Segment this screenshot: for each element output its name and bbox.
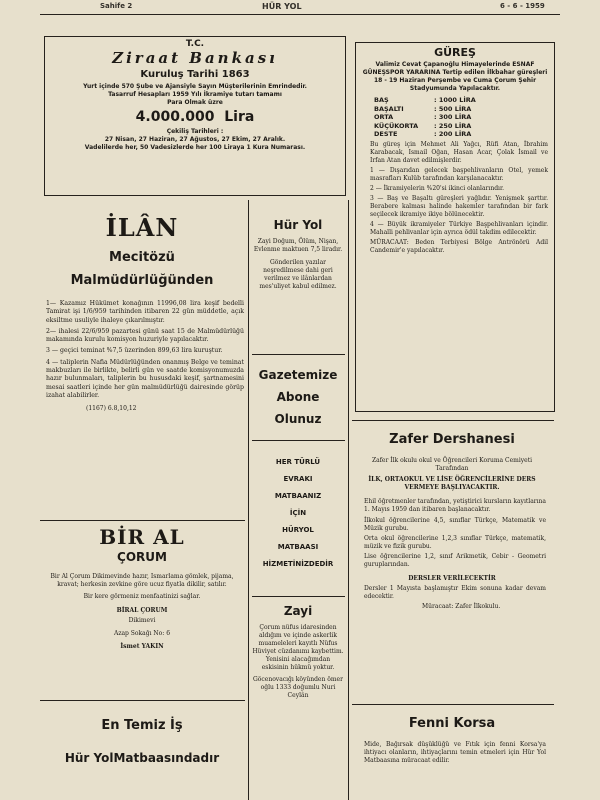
- biral-text: Bir Al Çorum Dikimevinde hazır, Ismarlama gömlek, pijama, kravat; herkesin zevkine göre ucuz fiyatla dikilir, satılır.: [50, 573, 234, 588]
- matbaa-ad: [252, 454, 344, 573]
- zafer-p7: DERSLER VERİLECEKTİR: [408, 575, 496, 582]
- biral-sign4: İsmet YAKIN: [120, 643, 164, 650]
- bank-ad: [44, 36, 346, 196]
- header-rule: [40, 14, 560, 15]
- gures-prize-list: [356, 93, 554, 141]
- zayi-p2: Göcenovacığı köyünden ömer oğlu 1333 doğumlu Nuri Ceylân: [253, 676, 343, 699]
- bank-line1: Yurt içinde 570 Şube ve Ajansiyle Sayın Müşterilerinin Emrindedir.: [83, 83, 307, 90]
- ilan-notice: [40, 214, 244, 413]
- gures-intro: Valimiz Cevat Çapanoğlu Himayelerinde ESNAF GÜNEŞSPOR YARARINA Tertip edilen İlkbahar güreşleri 18 - 19 Haziran Perşembe ve Cuma Çorum Şehir Stadyumunda Yapılacaktır.: [362, 61, 548, 92]
- ilan-title: İLÂN: [105, 213, 179, 242]
- huryol-title: Hür Yol: [273, 218, 323, 232]
- ilan-ref: (1167) 6.8,10,12: [86, 405, 137, 413]
- bank-line2: Tasarruf Hesapları 1959 Yılı İkramiye tutarı tamamı: [108, 91, 282, 98]
- gures-prize-row: KÜÇÜKORTA : 250 LİRA: [374, 121, 472, 130]
- zafer-ad: [352, 432, 552, 611]
- biral-sign2: Dikimevi: [128, 617, 156, 624]
- bank-currency: Lira: [224, 109, 255, 125]
- gazetemize-l2: Abone: [276, 390, 320, 404]
- matbaa-line: MATBAANIZ: [274, 492, 322, 500]
- biral-ad: [40, 526, 244, 651]
- biral-bottom-rule: [40, 700, 245, 701]
- gures-rule-4: 4 — Büyük ikramiyeler Türkiye Başpehlivanları içindir. Mahalli pehlivanlar için ayrıca ödül takdim edilecektir.: [370, 220, 548, 236]
- zafer-p9: Müracaat: Zafer İlkokulu.: [422, 603, 501, 610]
- entemiz-ad: [40, 718, 244, 765]
- zafer-title: Zafer Dershanesi: [389, 432, 515, 447]
- bank-draw-dates: 27 Nisan, 27 Haziran, 27 Ağustos, 27 Ekim, 27 Aralık.: [104, 136, 286, 143]
- page-label: Sahife 2: [100, 2, 133, 10]
- ilan-p4: 4 — taliplerin Nafia Müdürlüğünden onanmış Belge ve teminat makbuzları ile birlikte, belirli gün ve saatde komisyonumuzda hazır bulunmaları, taliplerin bu hususdaki keşif, şartnamesini mesai saatleri içinde her gün malmüdürlüğü dairesinde görüp izahat alabilirler.: [46, 358, 244, 399]
- zafer-bottom-rule: [352, 704, 554, 705]
- bank-amount-line: [45, 109, 345, 125]
- zafer-p4: İlkokul öğrencilerine 4,5, sınıflar Türkçe, Matematik ve Müzik gurubu.: [364, 517, 546, 532]
- ilan-p2: 2— ihalesi 22/6/959 pazartesi günü saat 15 de Malmüdürlüğü makamında kurulu komisyon huzuriyle yapılacaktır.: [46, 327, 244, 344]
- bank-founded: Kuruluş Tarihi 1863: [140, 69, 250, 80]
- fenni-title: Fenni Korsa: [408, 716, 496, 731]
- biral-sign3: Azap Sokağı No: 6: [113, 630, 171, 637]
- entemiz-line1: En Temiz İş: [101, 718, 183, 733]
- biral-sign1: BİRAL ÇORUM: [116, 607, 168, 614]
- gures-ad: [355, 42, 555, 412]
- zafer-p1: Zafer İlk okulu okul ve Öğrencileri Koruma Cemiyeti Tarafından: [371, 457, 533, 472]
- zayi-notice: [252, 604, 344, 700]
- matbaa-line: HER TÜRLÜ: [275, 458, 321, 466]
- gures-rule-2: 2 — İkramiyelerin %20'si ikinci olanlarındır.: [370, 184, 505, 192]
- ilan-sub1: Mecitözü: [109, 250, 175, 265]
- matbaa-line: HİZMETİNİZDEDİR: [262, 560, 334, 568]
- issue-date: 6 - 6 - 1959: [500, 2, 545, 10]
- zafer-p6: Lise öğrencilerine 1,2, sınıf Arikmetik, Cebir - Geometri guruplarından.: [364, 553, 546, 568]
- zafer-p8: Dersler 1 Mayısta başlamıştır Ekim sonuna kadar devam edecektir.: [364, 585, 546, 600]
- paper-name: HÜR YOL: [262, 2, 302, 11]
- gures-prize-row: BAŞALTI : 500 LİRA: [374, 104, 472, 113]
- huryol-note: [252, 218, 344, 291]
- bank-name: Ziraat Bankası: [112, 49, 278, 67]
- huryol-p1: Zayi Doğum, Ölüm, Nişan, Evlenme maktuen 7,5 liradır.: [253, 238, 343, 253]
- gazetemize-l3: Olunuz: [274, 412, 322, 426]
- biral-title: BİR AL: [99, 525, 185, 549]
- bank-draw-label: Çekiliş Tarihleri :: [166, 128, 224, 135]
- biral-sub: ÇORUM: [117, 550, 167, 564]
- gazetemize-ad: [252, 368, 344, 426]
- ilan-p1: 1— Kazamız Hükümet konağının 11996,08 lira keşif bedelli Tamirat işi 1/6/959 tarihinden itibaren 22 gün müddetle, açık eksiltme usuliyle ihaleye çıkarılmıştır.: [46, 300, 244, 324]
- bank-footer: Vadelilerde her, 50 Vadesizlerde her 100 Liraya 1 Kura Numarası.: [84, 144, 306, 151]
- matbaa-line: İÇİN: [289, 509, 307, 517]
- ilan-p3: 3 — geçici teminat %7,5 üzerinden 899,63 lira kuruştur.: [46, 347, 223, 355]
- ilan-bottom-rule: [40, 520, 245, 521]
- matbaa-line: HÜRYOL: [282, 526, 314, 534]
- gures-prize-row: BAŞ : 1000 LİRA: [374, 96, 476, 104]
- gures-body: Bu güreş için Mehmet Ali Yağcı, Rüfi Atan, İbrahim Karabacak, Ismail Oğan, Hasan Acar, Çolak İsmail ve Irfan Atan davet edilmişlerdir.: [370, 140, 548, 164]
- zayi-title: Zayi: [283, 604, 313, 618]
- gures-rule-3: 3 — Baş ve Başaltı güreşleri yağlıdır. Yenişmek şarttır. Berabere kalması halinde hakemler tarafından bir fark seçilecek ikramiye ikiye bölünecektir.: [370, 194, 548, 218]
- ilan-sub2: Malmüdürlüğünden: [70, 273, 214, 288]
- gures-contact: MÜRACAAT: Beden Terbiyesi Bölge Antrönörü Adil Candemir'e yapılacaktır.: [370, 238, 548, 254]
- gures-title: GÜREŞ: [434, 46, 476, 59]
- matbaa-line: EVRAKI: [283, 475, 313, 483]
- entemiz-line2: Hür YolMatbaasındadır: [64, 751, 220, 765]
- gazetemize-l1: Gazetemize: [258, 368, 338, 382]
- gazetemize-rule: [252, 440, 345, 441]
- bank-amount: 4.000.000: [135, 109, 215, 125]
- gures-prize-row: DESTE : 200 LİRA: [374, 130, 472, 139]
- zafer-p3: Ehil öğretmenler tarafından, yetiştirici kursların kayıtlarına 1. Mayıs 1959 dan itibaren başlanacaktır.: [364, 498, 546, 513]
- gures-rule-1: 1 — Dışarıdan gelecek başpehlivanların Otel, yemek masrafları Kulüb tarafından karşılanacaktır.: [370, 166, 548, 182]
- huryol-p2: Gönderilen yazılar neşredilmese dahi geri verilmez ve ilânlardan mes'uliyet kabul edilmez.: [259, 259, 337, 290]
- zafer-p2: İLK, ORTAOKUL VE LİSE ÖĞRENCİLERİNE DERS VERMEYE BAŞLIYACAKTIR.: [368, 476, 536, 491]
- column-rule-right: [348, 200, 349, 800]
- matbaa-line: MATBAASI: [277, 543, 319, 551]
- zayi-p1: Çorum nüfus idaresinden aldığım ve içinde askerlik muameleleri kayıtlı Nüfus Hüviyet cüzdanımı kaybettim. Yenisini alacağımdan eskisinin hükmü yoktur.: [252, 624, 344, 671]
- zafer-top-rule: [352, 420, 554, 421]
- fenni-ad: [352, 716, 552, 765]
- zafer-p5: Orta okul öğrencilerine 1,2,3 sınıflar Türkçe, matematik, müzik ve fizik gurubu.: [364, 535, 546, 550]
- biral-text2: Bir kere görmeniz menfaatinizi sağlar.: [83, 593, 201, 600]
- huryol-rule: [252, 354, 345, 355]
- bank-tc: T.C.: [185, 39, 205, 49]
- fenni-text: Mide, Bağırsak düşüklüğü ve Fıtık için fenni Korsa'ya ihtiyacı olanların, ihtiyaçlarını temin etmeleri için Hür Yol Matbaasına müracaat edilir.: [364, 741, 546, 764]
- gures-prize-row: ORTA : 300 LİRA: [374, 113, 472, 122]
- column-rule-left: [248, 200, 249, 800]
- bank-line3: Para Olmak üzre: [167, 99, 223, 106]
- matbaa-rule: [252, 596, 345, 597]
